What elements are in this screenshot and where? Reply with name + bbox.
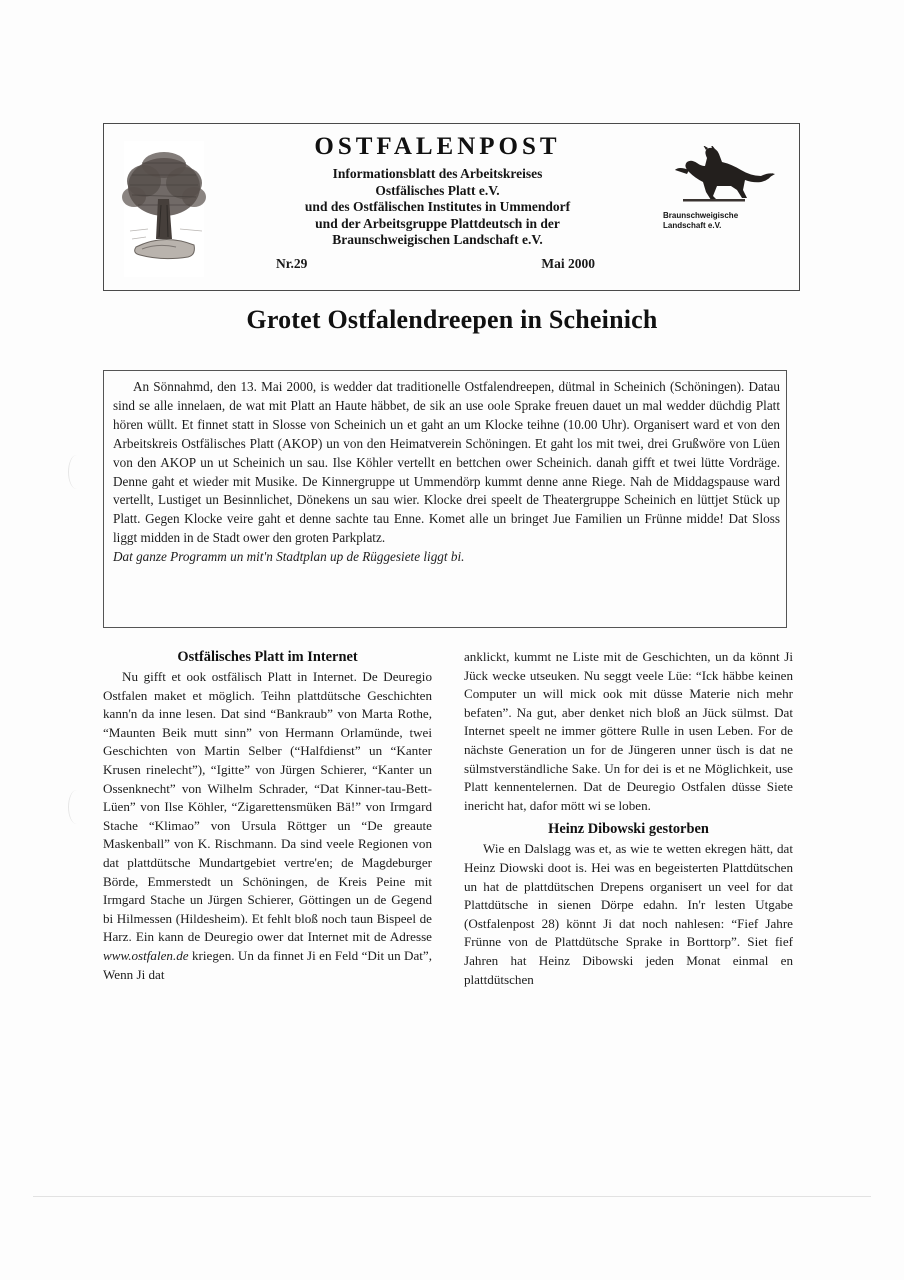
section-heading-obituary: Heinz Dibowski gestorben (548, 821, 709, 838)
right-column (464, 648, 793, 1138)
rearing-horse-icon (673, 146, 777, 208)
braunschweigische-landschaft-logo (651, 124, 799, 290)
right-column-paragraph-obituary: Wie en Dalslagg was et, as wie te wetten ekregen hätt, dat Heinz Diowski doot is. Hei was en begeisterten Plattdütschen un hat de plattdütschen Drepens organisert un veel for dat Plattdütsche in sienen Dörpe edahn. In'r lesten Utgabe (Ostfalenpost 28) könnt Ji dat noch nahlesen: “Fief Jahre Frünne von de Plattdütsche Sprake in Borttorp”. Siet fief Jahren hat Heinz Dibowski jeden Monat einmal en plattdütschen (464, 841, 793, 987)
masthead-subtitle-3: und des Ostfälischen Institutes in Ummendorf (304, 199, 571, 215)
masthead (103, 123, 800, 291)
lead-article-body: An Sönnahmd, den 13. Mai 2000, is wedder dat traditionelle Ostfalendreepen, dütmal in Scheinich (Schöningen). Datau sind se alle innelaen, de wat mit Platt an Haute häbbet, de sik an use oole Sprake freuen dauet un mal wedder düchdig Platt hören wüllt. Et finnet statt in Slosse von Scheinich un et gaht an um Klocke teihne (10.00 Uhr). Organisert ward et von den Arbeitskreis Ostfälisches Platt (AKOP) un von den Heimatverein Schöningen. Et gaht los mit twei, drei Grußwöre von Lüen von den AKOP un ut Scheinich un sau. Ilse Köhler vertellt en bettchen ower Scheinich. danah gifft et twei lütte Vordräge. Denne gaht et wieder mit Musike. De Kinnergruppe ut Ummendörp kummt denne anne Riege. Nah de Middagspause ward vertellt, Lustiget un Besinnlichet, Dönekens un sau wier. Klocke drei speelt de Theatergruppe Scheinich en lüttjet Stück up Platt. Gegen Klocke veire gaht et denne sachte tau Enne. Komet alle un bringet Jue Familien un Frünne midde! Dat Sloss liggt midden in de Stadt ower den groten Parkplatz. (113, 379, 780, 546)
logo-caption-line-2: Landschaft e.V. (663, 220, 722, 230)
issue-info-row (224, 249, 651, 272)
lead-article-note: Dat ganze Programm un mit'n Stadtplan up de Rüggesiete liggt bi. (113, 549, 465, 565)
oak-tree-icon (118, 135, 210, 283)
body-columns (103, 648, 793, 1138)
masthead-text-block (224, 124, 651, 290)
article-headline: Grotet Ostfalendreepen in Scheinich (246, 305, 658, 334)
left-column (103, 648, 432, 1138)
masthead-subtitle-5: Braunschweigischen Landschaft e.V. (332, 232, 543, 248)
left-paragraph-part-2: kriegen. Un da finnet Ji en Feld “Dit un Dat”, Wenn Ji dat (103, 947, 432, 982)
ostfalen-website-url: www.ostfalen.de (103, 947, 189, 963)
issue-number: Nr.29 (276, 255, 308, 271)
left-column-paragraph (103, 668, 432, 984)
logo-caption (651, 211, 799, 230)
logo-caption-line-1: Braunschweigische (663, 211, 739, 220)
page-title: OSTFALENPOST (314, 133, 561, 160)
scan-edge-line (33, 1196, 871, 1197)
left-paragraph-part-1: Nu gifft et ook ostfälisch Platt in Internet. De Deuregio Ostfalen maket et möglich. Teihn plattdütsche Geschichten kann'n da inne lesen. Dat sind “Bankraub” von Marta Rothe, “Maunten Beik mutt sinn” von Hermann Orlamünde, twei Geschichten von Martin Selber (“Halfdienst” un “Kanter Krusen rinelecht”), “Igitte” von Jürgen Schierer, “Kanter un Ossenknecht” von Wilhelm Schrader, “Dat Kinner-tau-Bett-Lüen” von Ilse Köhler, “Zigarettensmüken Bä!” von Irmgard Stache “Klimao” von Ursula Röttger un “De greaute Maskenball” von K. Rischmann. Da sind veele Regionen von dat plattdütsche Mundartgebiet vertre'en; de Magdeburger Börde, Emmerstedt un Schöningen, de Kreis Peine mit Irmgard Stache un Jürgen Schierer, Göttingen un de Gegend bi Hilmessen (Hildesheim). Et fehlt bloß noch taun Bispeel de Harz. Ein kann de Deuregio ower dat Internet mit de Adresse (103, 669, 432, 945)
masthead-subtitle-2: Ostfälisches Platt e.V. (375, 182, 500, 198)
right-column-paragraph-continued: anklickt, kummt ne Liste mit de Geschichten, un da könnt Ji Jück wecke utseuken. Nu seggt veele Lüe: “Ick häbbe keinen Computer un will mick ook mit düsse Materie nich mehr befaten”. Na gut, aber denket nich bloß an Jück sülmst. Dat Internet speelt ne immer göttere Rulle in usen Leben. For de nächste Generation un for de Jüngeren unner üsch is dat ne sülmstverständliche Sake. Un for dei is et ne Möglichkeit, use Platt kennentelernen. Dat de Deuregio Ostfalen düsse Siete inericht hat, dafor mött wi se loben. (464, 649, 793, 813)
issue-date: Mai 2000 (541, 255, 595, 271)
masthead-subtitle-1: Informationsblatt des Arbeitskreises (332, 166, 543, 181)
hole-punch-artifact (68, 455, 85, 489)
section-heading-internet: Ostfälisches Platt im Internet (177, 649, 358, 665)
masthead-subtitle-4: und der Arbeitsgruppe Plattdeutsch in der (315, 215, 560, 231)
hole-punch-artifact (68, 790, 85, 824)
oak-tree-woodcut-logo (104, 124, 224, 290)
lead-article-box (103, 370, 787, 628)
